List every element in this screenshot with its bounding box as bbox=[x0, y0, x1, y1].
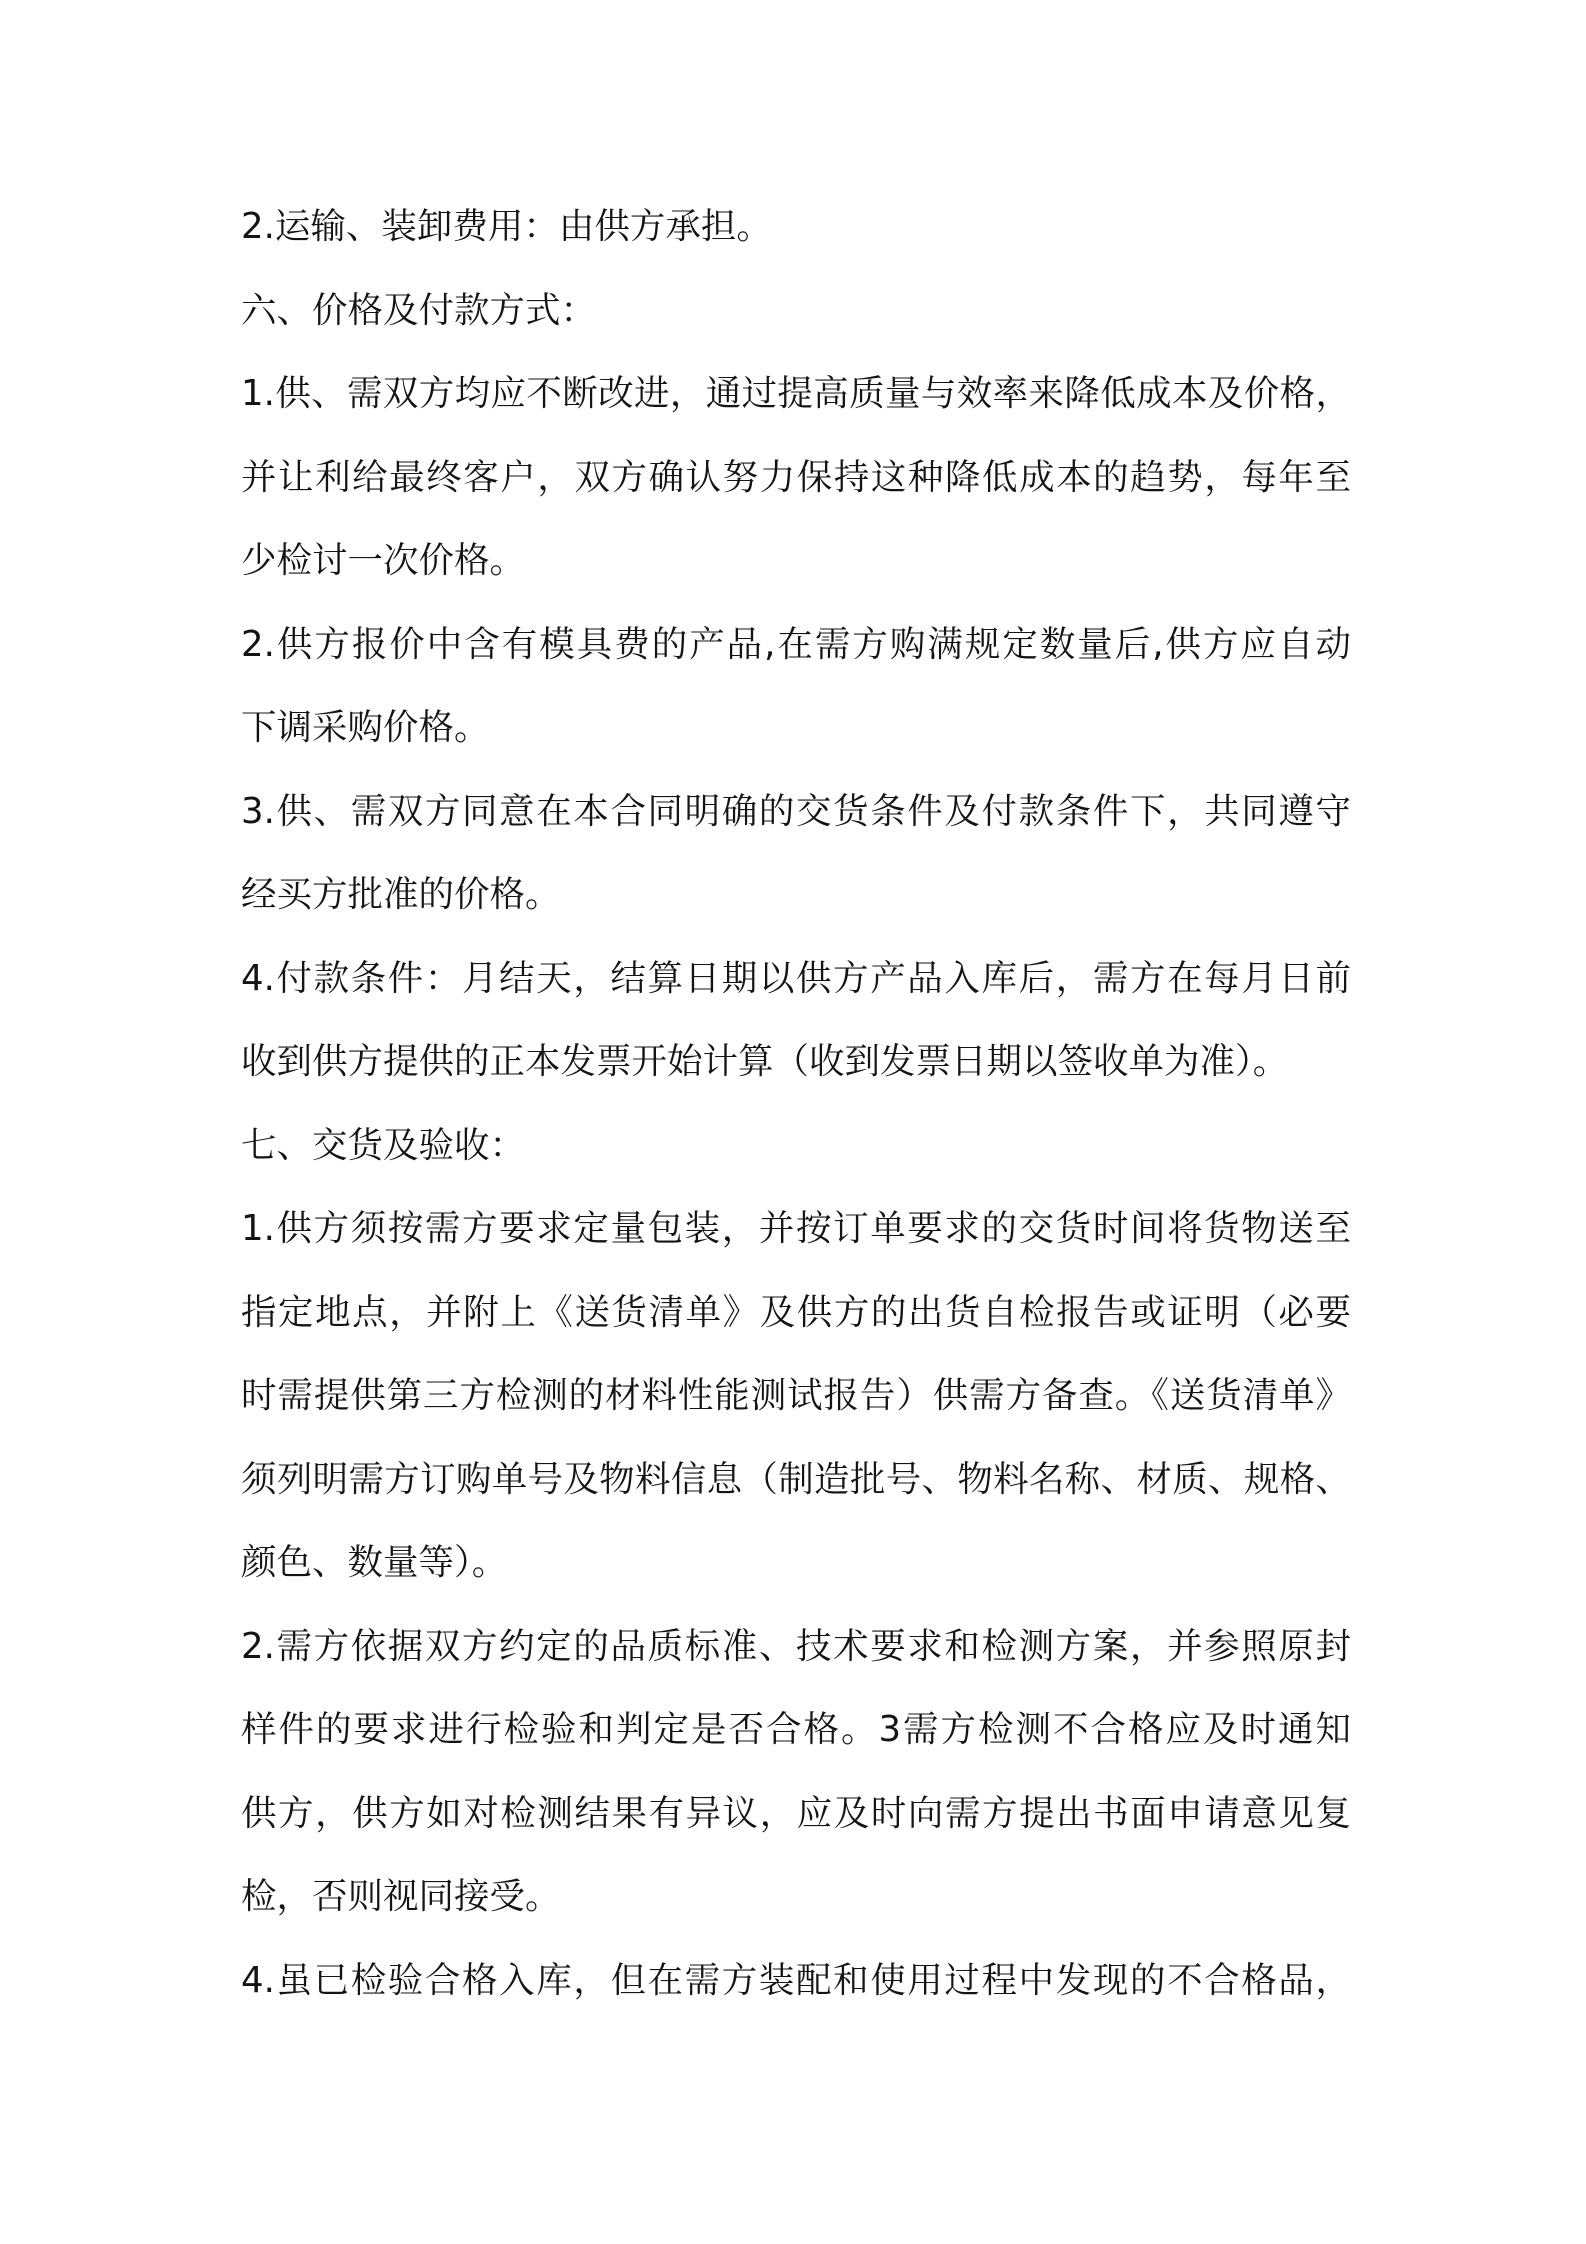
text-line: 1.供、需双方均应不断改进，通过提高质量与效率来降低成本及价格， bbox=[241, 373, 1351, 414]
text-line: 3.供、需双方同意在本合同明确的交货条件及付款条件下，共同遵守 bbox=[241, 790, 1351, 832]
section-heading: 六、价格及付款方式： bbox=[241, 289, 597, 331]
text-line: 指定地点，并附上《送货清单》及供方的出货自检报告或证明（必要 bbox=[241, 1291, 1351, 1333]
text-line: 检，否则视同接受。 bbox=[241, 1876, 561, 1917]
text-line: 样件的要求进行检验和判定是否合格。3需方检测不合格应及时通知 bbox=[241, 1709, 1351, 1750]
document-body bbox=[241, 185, 1351, 2022]
text-line: 供方，供方如对检测结果有异议，应及时向需方提出书面申请意见复 bbox=[241, 1792, 1351, 1834]
text-line: 少检讨一次价格。 bbox=[241, 540, 526, 581]
text-line: 2.供方报价中含有模具费的产品,在需方购满规定数量后,供方应自动 bbox=[241, 623, 1351, 665]
text-line: 须列明需方订购单号及物料信息（制造批号、物料名称、材质、规格、 bbox=[241, 1458, 1351, 1500]
text-line: 1.供方须按需方要求定量包装，并按订单要求的交货时间将货物送至 bbox=[241, 1208, 1351, 1249]
paragraph-price-1 bbox=[241, 352, 1351, 603]
section-heading: 七、交货及验收： bbox=[241, 1124, 526, 1166]
paragraph-delivery-1 bbox=[241, 1187, 1351, 1605]
text-line: 2.运输、装卸费用：由供方承担。 bbox=[241, 206, 772, 247]
text-line: 收到供方提供的正本发票开始计算（收到发票日期以签收单为准）。 bbox=[241, 1041, 1289, 1082]
paragraph-price-2 bbox=[241, 603, 1351, 770]
section-heading-delivery-acceptance bbox=[241, 1104, 1351, 1188]
paragraph-price-3 bbox=[241, 770, 1351, 937]
text-line: 颜色、数量等）。 bbox=[241, 1542, 508, 1583]
paragraph-price-4 bbox=[241, 937, 1351, 1104]
text-line: 下调采购价格。 bbox=[241, 707, 490, 748]
paragraph-transport-fees bbox=[241, 185, 1351, 269]
section-heading-price-payment bbox=[241, 269, 1351, 353]
text-line: 2.需方依据双方约定的品质标准、技术要求和检测方案，并参照原封 bbox=[241, 1625, 1351, 1667]
paragraph-delivery-2 bbox=[241, 1605, 1351, 1939]
paragraph-delivery-4 bbox=[241, 1939, 1351, 2023]
text-line: 4.付款条件：月结天，结算日期以供方产品入库后，需方在每月日前 bbox=[241, 957, 1351, 999]
text-line: 并让利给最终客户，双方确认努力保持这种降低成本的趋势，每年至 bbox=[241, 456, 1351, 498]
text-line: 时需提供第三方检测的材料性能测试报告）供需方备查。《送货清单》 bbox=[241, 1375, 1351, 1416]
text-line: 经买方批准的价格。 bbox=[241, 874, 561, 915]
text-line: 4.虽已检验合格入库，但在需方装配和使用过程中发现的不合格品， bbox=[241, 1959, 1351, 2001]
